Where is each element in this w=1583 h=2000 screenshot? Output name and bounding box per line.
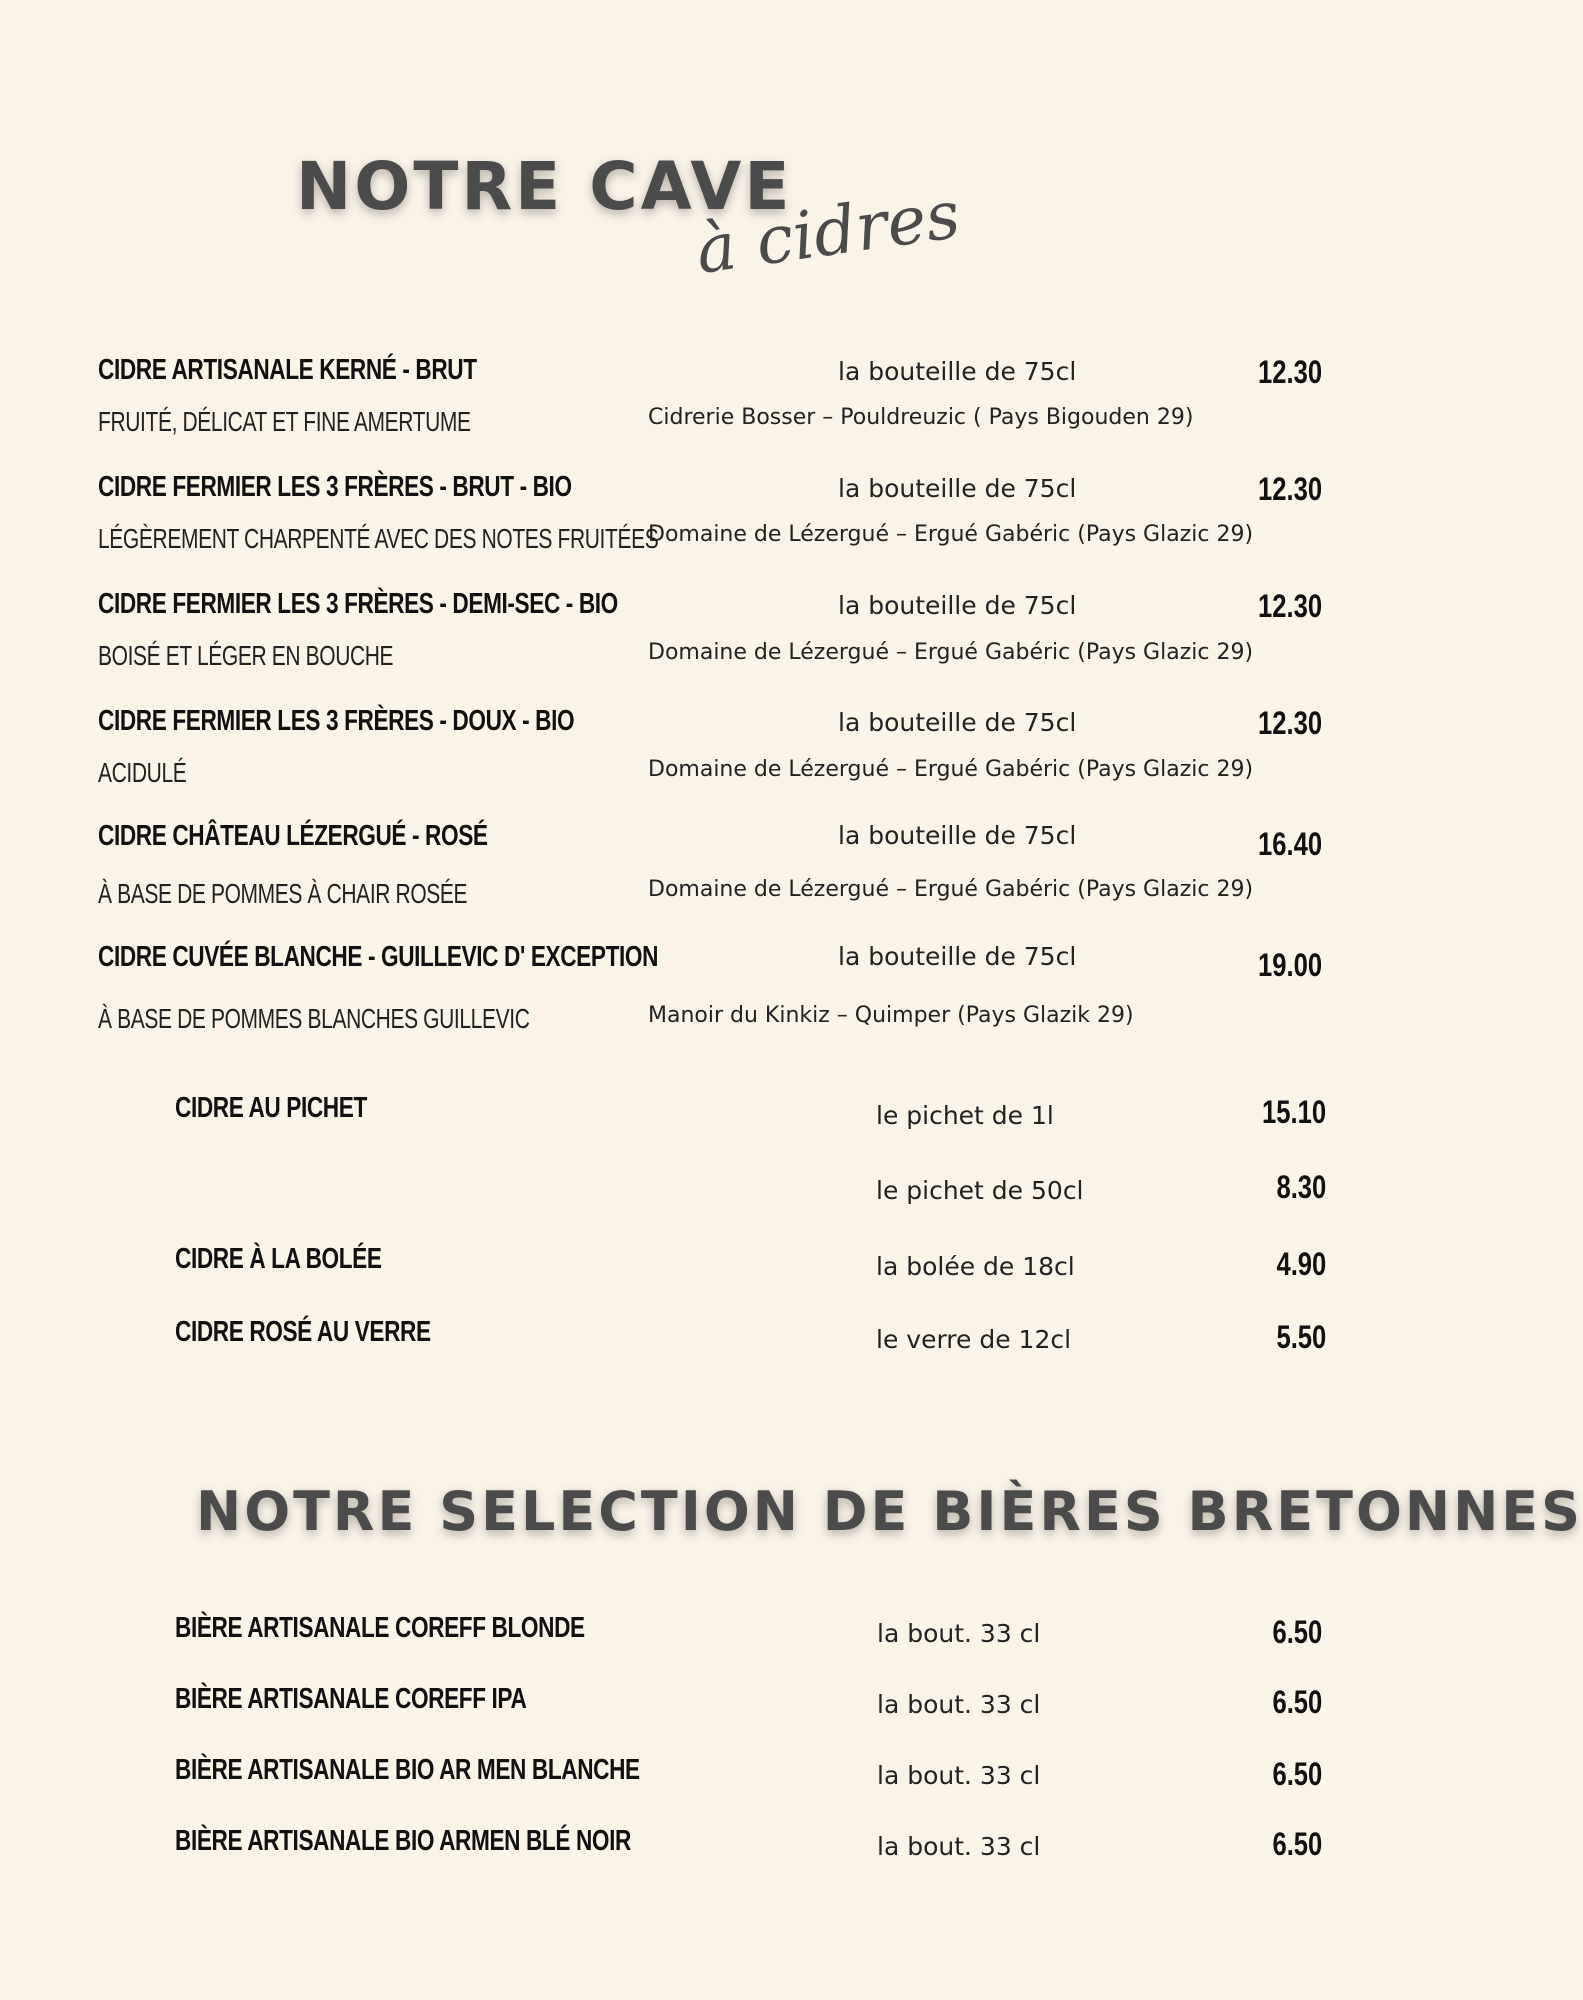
item-volume: le verre de 12cl — [876, 1325, 1072, 1354]
item-description: À BASE DE POMMES À CHAIR ROSÉE — [98, 878, 468, 909]
item-volume: la bout. 33 cl — [877, 1832, 1041, 1861]
item-name: CIDRE ROSÉ AU VERRE — [175, 1316, 431, 1348]
item-volume: le pichet de 1l — [876, 1101, 1054, 1130]
item-name: CIDRE CUVÉE BLANCHE - GUILLEVIC D' EXCEPTION — [98, 941, 659, 973]
item-name: BIÈRE ARTISANALE COREFF BLONDE — [175, 1612, 585, 1644]
item-volume: la bouteille de 75cl — [838, 474, 1077, 503]
item-price: 8.30 — [1276, 1169, 1326, 1205]
item-name: CIDRE FERMIER LES 3 FRÈRES - BRUT - BIO — [98, 471, 572, 503]
item-description: À BASE DE POMMES BLANCHES GUILLEVIC — [98, 1003, 530, 1034]
item-price: 6.50 — [1272, 1684, 1322, 1720]
item-origin: Manoir du Kinkiz – Quimper (Pays Glazik 29) — [648, 1003, 1134, 1028]
item-price: 16.40 — [1257, 826, 1322, 862]
item-description: FRUITÉ, DÉLICAT ET FINE AMERTUME — [98, 406, 471, 437]
item-volume: le pichet de 50cl — [876, 1176, 1084, 1205]
item-origin: Domaine de Lézergué – Ergué Gabéric (Pays Glazic 29) — [648, 522, 1254, 547]
item-description: LÉGÈREMENT CHARPENTÉ AVEC DES NOTES FRUITÉES — [98, 523, 659, 554]
item-volume: la bout. 33 cl — [877, 1619, 1041, 1648]
item-price: 12.30 — [1257, 705, 1322, 741]
item-name: CIDRE À LA BOLÉE — [175, 1243, 382, 1275]
item-name: BIÈRE ARTISANALE COREFF IPA — [175, 1683, 527, 1715]
item-price: 6.50 — [1272, 1614, 1322, 1650]
item-name: CIDRE FERMIER LES 3 FRÈRES - DOUX - BIO — [98, 705, 575, 737]
beer-section-title: NOTRE SELECTION DE BIÈRES BRETONNES — [196, 1480, 1583, 1543]
cider-section-title: NOTRE CAVE — [296, 148, 793, 225]
item-price: 6.50 — [1272, 1826, 1322, 1862]
item-name: BIÈRE ARTISANALE BIO ARMEN BLÉ NOIR — [175, 1825, 631, 1857]
item-volume: la bouteille de 75cl — [838, 821, 1077, 850]
item-name: CIDRE FERMIER LES 3 FRÈRES - DEMI-SEC - BIO — [98, 588, 618, 620]
item-volume: la bolée de 18cl — [876, 1252, 1075, 1281]
item-price: 6.50 — [1272, 1756, 1322, 1792]
item-price: 12.30 — [1257, 354, 1322, 390]
item-name: BIÈRE ARTISANALE BIO AR MEN BLANCHE — [175, 1754, 640, 1786]
item-description: BOISÉ ET LÉGER EN BOUCHE — [98, 640, 394, 671]
item-volume: la bouteille de 75cl — [838, 942, 1077, 971]
item-price: 12.30 — [1257, 471, 1322, 507]
item-origin: Domaine de Lézergué – Ergué Gabéric (Pays Glazic 29) — [648, 877, 1254, 902]
item-price: 19.00 — [1257, 947, 1322, 983]
item-name: CIDRE CHÂTEAU LÉZERGUÉ - ROSÉ — [98, 820, 488, 852]
item-volume: la bout. 33 cl — [877, 1690, 1041, 1719]
item-volume: la bouteille de 75cl — [838, 357, 1077, 386]
item-price: 12.30 — [1257, 588, 1322, 624]
item-origin: Cidrerie Bosser – Pouldreuzic ( Pays Bigouden 29) — [648, 405, 1194, 430]
item-price: 4.90 — [1276, 1246, 1326, 1282]
item-name: CIDRE AU PICHET — [175, 1092, 367, 1124]
cider-section-subtitle: à cidres — [691, 175, 965, 289]
item-volume: la bouteille de 75cl — [838, 708, 1077, 737]
item-description: ACIDULÉ — [98, 757, 187, 788]
item-origin: Domaine de Lézergué – Ergué Gabéric (Pays Glazic 29) — [648, 640, 1254, 665]
item-price: 5.50 — [1276, 1319, 1326, 1355]
item-volume: la bouteille de 75cl — [838, 591, 1077, 620]
item-origin: Domaine de Lézergué – Ergué Gabéric (Pays Glazic 29) — [648, 757, 1254, 782]
item-name: CIDRE ARTISANALE KERNÉ - BRUT — [98, 354, 477, 386]
item-price: 15.10 — [1261, 1094, 1326, 1130]
item-volume: la bout. 33 cl — [877, 1761, 1041, 1790]
